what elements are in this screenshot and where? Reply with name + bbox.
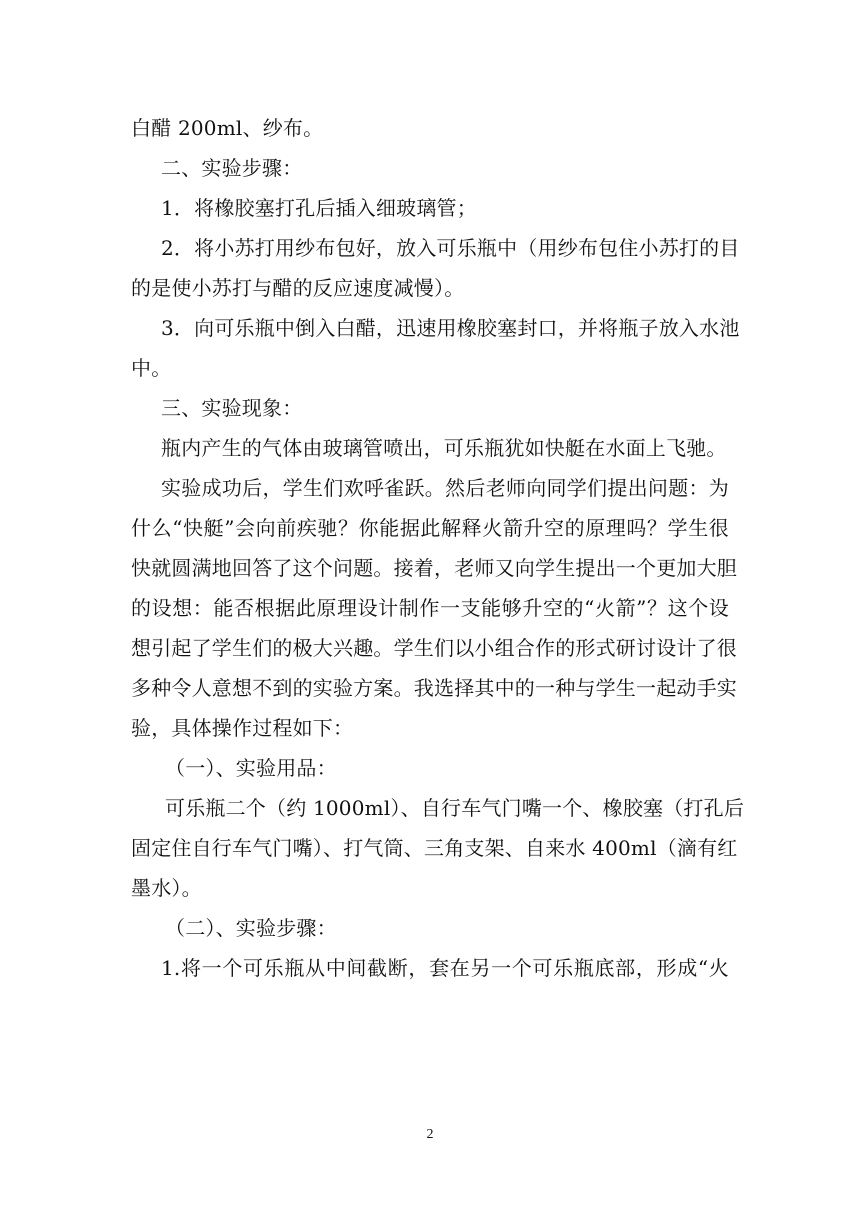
materials-continuation: 白醋 200ml、纱布。 [131, 116, 324, 140]
step-2-line-1: 2．将小苏打用纱布包好，放入可乐瓶中（用纱布包住小苏打的目 [161, 236, 740, 260]
step-3-line-1: 3．向可乐瓶中倒入白醋，迅速用橡胶塞封口，并将瓶子放入水池 [161, 316, 740, 340]
discussion-line-4: 的设想：能否根据此原理设计制作一支能够升空的“火箭”？这个设 [131, 596, 729, 620]
section-heading-phenomenon: 三、实验现象： [161, 396, 303, 420]
discussion-line-5: 想引起了学生们的极大兴趣。学生们以小组合作的形式研讨设计了很 [131, 636, 737, 660]
discussion-line-3: 快就圆满地回答了这个问题。接着，老师又向学生提出一个更加大胆 [131, 556, 737, 580]
rocket-step-1-line-1: 1.将一个可乐瓶从中间截断，套在另一个可乐瓶底部，形成“火 [161, 956, 729, 980]
phenomenon-text: 瓶内产生的气体由玻璃管喷出，可乐瓶犹如快艇在水面上飞驰。 [161, 436, 727, 460]
document-body [131, 108, 745, 988]
discussion-line-1: 实验成功后，学生们欢呼雀跃。然后老师向同学们提出问题：为 [161, 476, 729, 500]
materials-line-2: 固定住自行车气门嘴）、打气筒、三角支架、自来水 400ml（滴有红 [131, 836, 738, 860]
section-heading-experiment-steps: 二、实验步骤： [161, 156, 303, 180]
discussion-line-6: 多种令人意想不到的实验方案。我选择其中的一种与学生一起动手实 [131, 676, 737, 700]
subsection-heading-steps: （二）、实验步骤： [165, 916, 337, 940]
page-number: 2 [426, 1127, 434, 1142]
materials-line-1: 可乐瓶二个（约 1000ml）、自行车气门嘴一个、橡胶塞（打孔后 [165, 796, 745, 820]
discussion-line-2: 什么“快艇”会向前疾驰？你能据此解释火箭升空的原理吗？学生很 [131, 516, 729, 540]
step-1: 1．将橡胶塞打孔后插入细玻璃管； [161, 196, 477, 220]
subsection-heading-materials: （一）、实验用品： [165, 756, 337, 780]
discussion-line-7: 验，具体操作过程如下： [131, 716, 354, 740]
step-3-line-2: 中。 [131, 356, 172, 380]
step-2-line-2: 的是使小苏打与醋的反应速度减慢）。 [131, 276, 465, 300]
materials-line-3: 墨水）。 [131, 876, 202, 900]
